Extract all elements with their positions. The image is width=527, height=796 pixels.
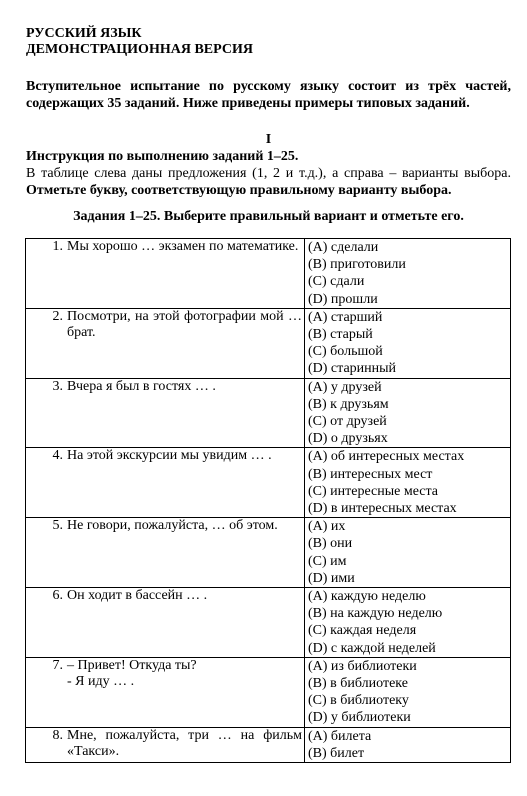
task-row: [26, 518, 511, 588]
version-title: ДЕМОНСТРАЦИОННАЯ ВЕРСИЯ: [26, 42, 253, 57]
answer-option[interactable]: (A) старший: [308, 309, 383, 325]
task-row: [26, 588, 511, 658]
task-number: 3.: [52, 378, 63, 394]
instruction-heading: Инструкция по выполнению заданий 1–25.: [26, 149, 299, 164]
tasks-heading: Задания 1–25. Выберите правильный вариант и отметьте его.: [73, 209, 464, 224]
answer-option[interactable]: (C) сдали: [308, 274, 365, 290]
task-options-cell: [305, 308, 511, 378]
answer-option[interactable]: (D) прошли: [308, 291, 378, 307]
task-row: [26, 657, 511, 727]
answer-option[interactable]: (B) билет: [308, 745, 365, 761]
task-sentence: Мы хорошо … экзамен по математике.: [67, 239, 299, 254]
task-question-cell: [26, 518, 305, 588]
task-question-cell: [26, 727, 305, 762]
answer-option[interactable]: (B) они: [308, 536, 353, 552]
part-number: I: [265, 132, 272, 147]
answer-option[interactable]: (A) об интересных местах: [308, 449, 465, 465]
subject-title: РУССКИЙ ЯЗЫК: [26, 26, 142, 41]
tasks-table-body: [26, 239, 511, 763]
intro-paragraph: Вступительное испытание по русскому языку состоит из трёх частей, содержащих 35 заданий. Ниже приведены примеры типовых заданий.: [26, 79, 511, 111]
task-sentence: Он ходит в бассейн … .: [67, 588, 208, 604]
task-options-cell: [305, 588, 511, 658]
task-options-cell: [305, 239, 511, 309]
answer-option[interactable]: (D) с каждой неделей: [308, 640, 436, 656]
task-options-cell: [305, 657, 511, 727]
task-number: 7.: [52, 657, 63, 673]
task-number: 2.: [52, 308, 63, 324]
instruction-text: [26, 165, 511, 199]
task-sentence: Мне, пожалуйста, три … на фильм «Такси».: [67, 727, 302, 760]
answer-option[interactable]: (A) каждую неделю: [308, 589, 426, 605]
answer-option[interactable]: (C) от друзей: [308, 414, 387, 430]
answer-option[interactable]: (A) их: [308, 519, 346, 535]
task-row: [26, 239, 511, 309]
answer-option[interactable]: (D) старинный: [308, 361, 397, 377]
task-row: [26, 727, 511, 762]
answer-option[interactable]: (D) у библиотеки: [308, 710, 411, 726]
task-question-cell: [26, 448, 305, 518]
task-number: 1.: [52, 239, 63, 254]
answer-option[interactable]: (A) из библиотеки: [308, 658, 417, 674]
answer-option[interactable]: (C) интересные места: [308, 483, 439, 499]
answer-option[interactable]: (D) ими: [308, 570, 355, 586]
answer-option[interactable]: (C) большой: [308, 344, 383, 360]
answer-option[interactable]: (B) приготовили: [308, 257, 406, 273]
answer-option[interactable]: (C) им: [308, 553, 347, 569]
task-sentence: Вчера я был в гостях … .: [67, 378, 216, 394]
task-question-cell: [26, 239, 305, 309]
answer-option[interactable]: (C) в библиотеку: [308, 693, 409, 709]
answer-option[interactable]: (D) о друзьях: [308, 431, 388, 447]
answer-option[interactable]: (B) на каждую неделю: [308, 606, 443, 622]
task-question-cell: [26, 588, 305, 658]
task-options-cell: [305, 518, 511, 588]
task-number: 8.: [52, 727, 63, 743]
task-number: 6.: [52, 588, 63, 604]
task-sentence: – Привет! Откуда ты? - Я иду … .: [67, 657, 197, 690]
task-row: [26, 378, 511, 448]
task-sentence: На этой экскурсии мы увидим … .: [67, 448, 272, 464]
task-options-cell: [305, 378, 511, 448]
task-options-cell: [305, 727, 511, 762]
answer-option[interactable]: (C) каждая неделя: [308, 623, 417, 639]
instruction-body: В таблице слева даны предложения (1, 2 и т.д.), а справа – варианты выбора.: [26, 166, 511, 181]
answer-option[interactable]: (A) сделали: [308, 240, 379, 255]
answer-option[interactable]: (A) билета: [308, 728, 372, 744]
answer-option[interactable]: (D) в интересных местах: [308, 501, 457, 517]
tasks-table: [25, 238, 511, 763]
answer-option[interactable]: (B) к друзьям: [308, 396, 389, 412]
answer-option[interactable]: (B) интересных мест: [308, 466, 433, 482]
task-row: [26, 448, 511, 518]
answer-option[interactable]: (B) в библиотеке: [308, 676, 408, 692]
task-options-cell: [305, 448, 511, 518]
task-sentence: Не говори, пожалуйста, … об этом.: [67, 518, 278, 534]
task-sentence: Посмотри, на этой фотографии мой … брат.: [67, 308, 302, 341]
task-row: [26, 308, 511, 378]
answer-option[interactable]: (B) старый: [308, 327, 373, 343]
answer-option[interactable]: (A) у друзей: [308, 379, 382, 395]
task-question-cell: [26, 378, 305, 448]
task-number: 4.: [52, 448, 63, 464]
task-question-cell: [26, 308, 305, 378]
task-question-cell: [26, 657, 305, 727]
task-number: 5.: [52, 518, 63, 534]
instruction-emphasis: Отметьте букву, соответствующую правильному варианту выбора.: [26, 183, 452, 198]
